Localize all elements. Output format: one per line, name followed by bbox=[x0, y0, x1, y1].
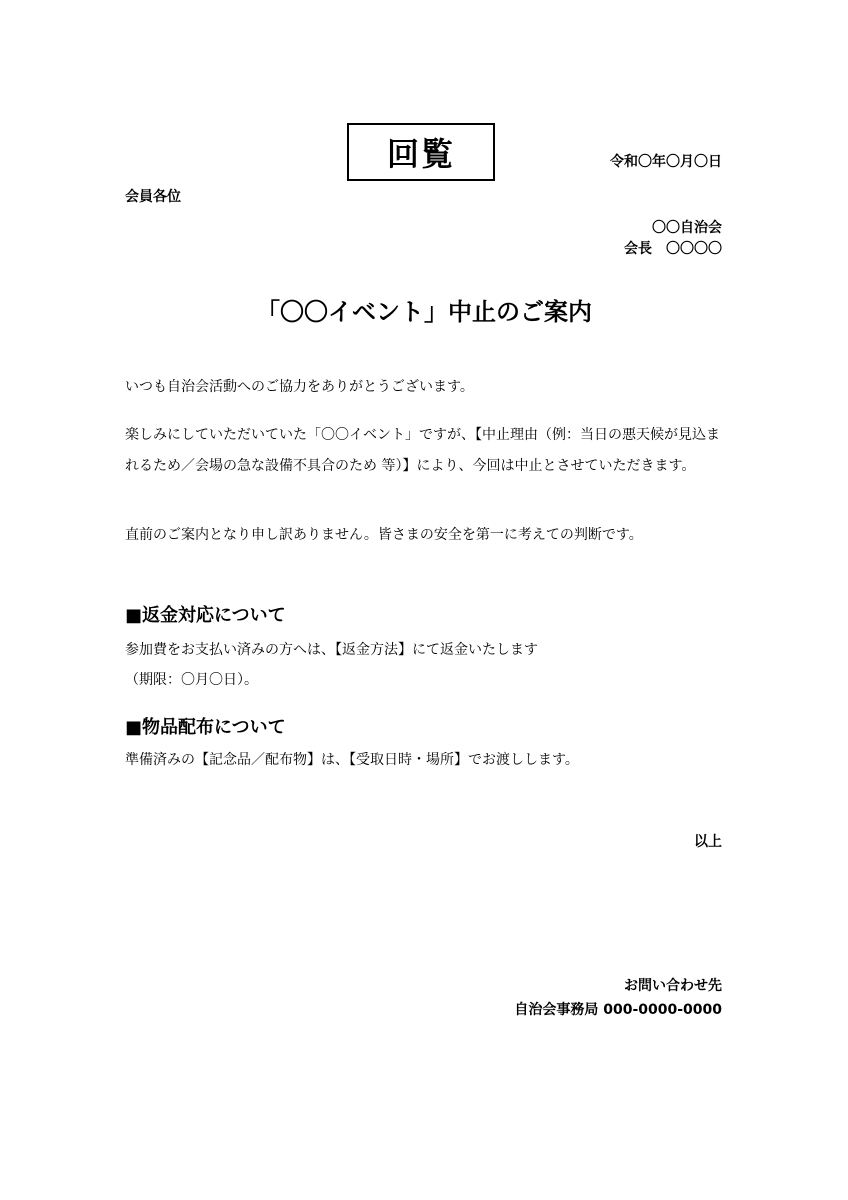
sender-organization: 〇〇自治会 bbox=[652, 220, 722, 236]
contact-block bbox=[514, 974, 722, 1022]
circulation-label: 回覧 bbox=[386, 135, 455, 173]
document-title: 「〇〇イベント」中止のご案内 bbox=[256, 298, 592, 326]
closing-mark: 以上 bbox=[694, 834, 722, 850]
distribution-line-1: 準備済みの【記念品／配布物】は、【受取日時・場所】でお渡しします。 bbox=[125, 752, 579, 768]
document-date: 令和〇年〇月〇日 bbox=[610, 154, 722, 170]
distribution-section-text bbox=[125, 745, 579, 775]
contact-detail: 自治会事務局 000-0000-0000 bbox=[514, 1002, 722, 1018]
refund-section-text bbox=[125, 635, 538, 695]
cancellation-paragraph: 楽しみにしていただいていた「〇〇イベント」ですが、【中止理由（例：当日の悪天候が見込まれるため／会場の急な設備不具合のため 等）】により、今回は中止とさせていただきます。 bbox=[125, 427, 720, 474]
greeting-paragraph: いつも自治会活動へのご協力をありがとうございます。 bbox=[125, 379, 474, 395]
contact-label: お問い合わせ先 bbox=[624, 978, 722, 994]
refund-line-2: （期限：〇月〇日）。 bbox=[125, 672, 258, 688]
sender-block bbox=[624, 218, 722, 260]
refund-section-heading: ■返金対応について bbox=[125, 605, 286, 626]
circulation-stamp bbox=[347, 123, 495, 181]
sender-name: 会長 〇〇〇〇 bbox=[624, 241, 722, 257]
recipient: 会員各位 bbox=[125, 189, 181, 205]
distribution-section-heading: ■物品配布について bbox=[125, 717, 286, 738]
apology-paragraph: 直前のご案内となり申し訳ありません。皆さまの安全を第一に考えての判断です。 bbox=[125, 527, 643, 543]
refund-line-1: 参加費をお支払い済みの方へは、【返金方法】にて返金いたします bbox=[125, 642, 538, 658]
